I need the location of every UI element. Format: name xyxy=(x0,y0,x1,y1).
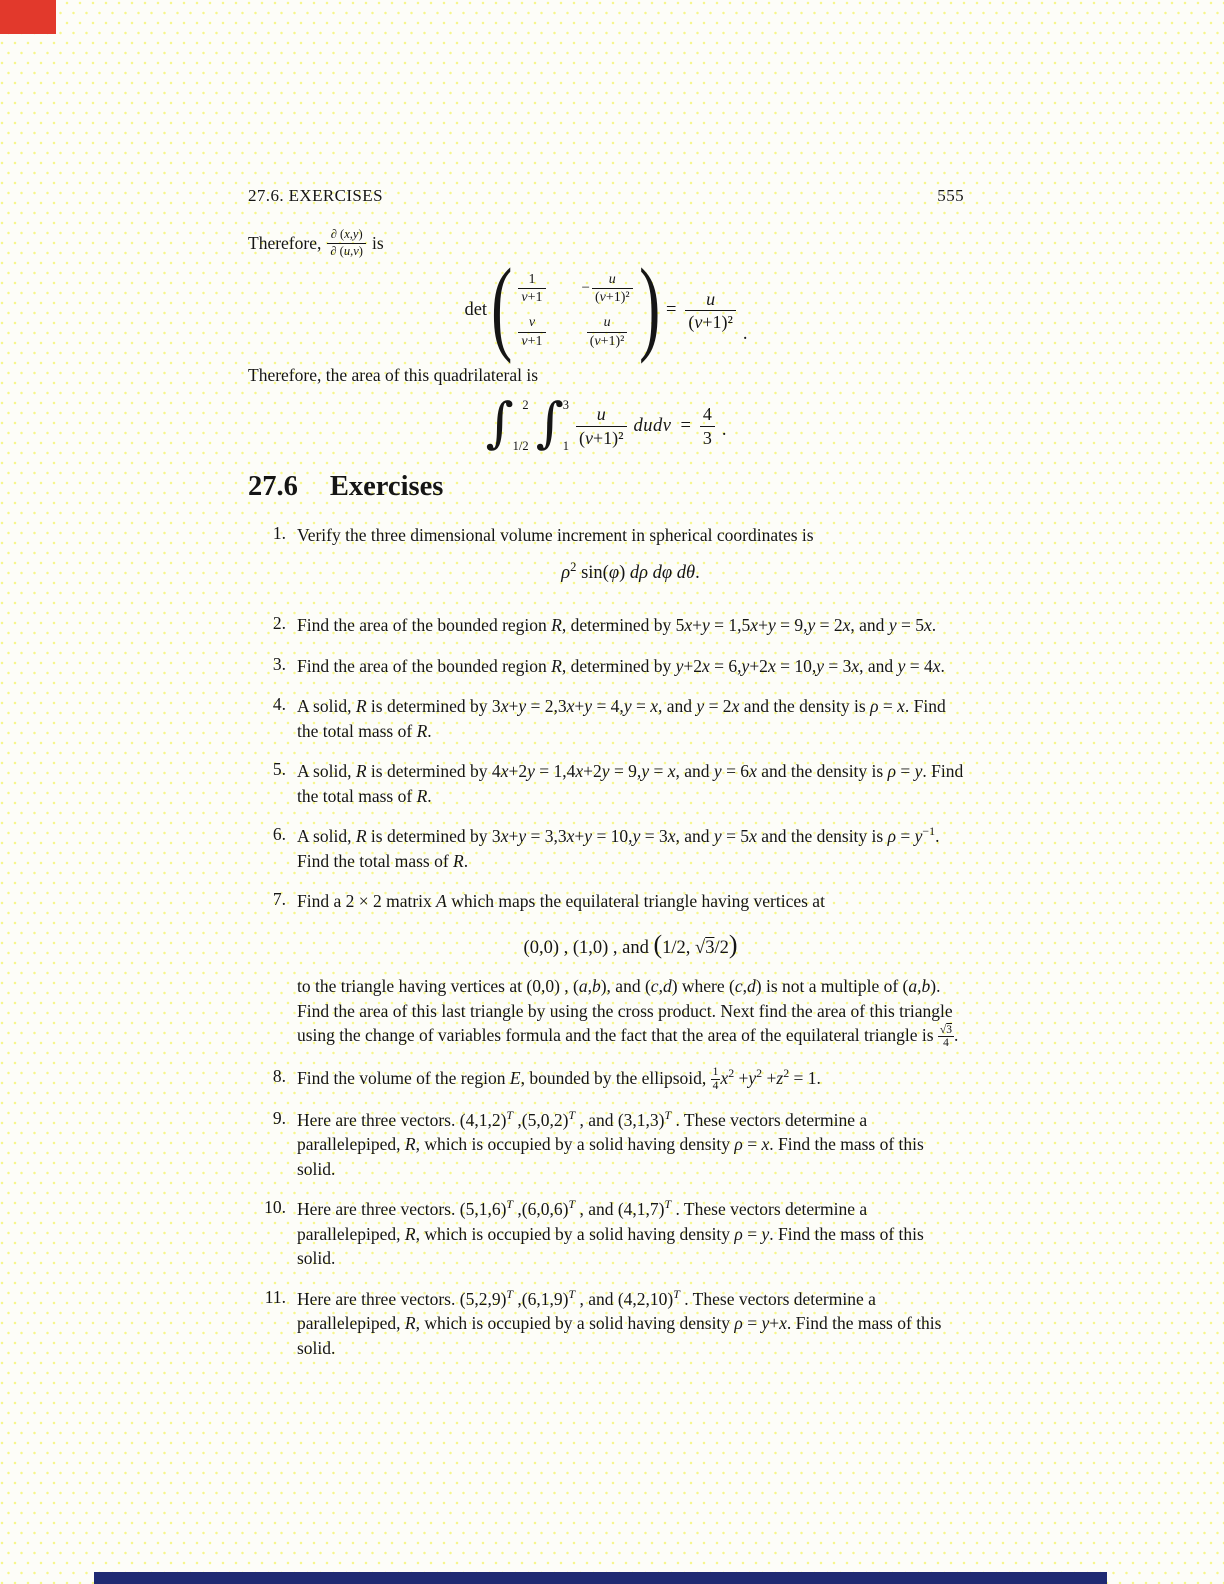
exercise-number: 6. xyxy=(272,824,286,845)
exercise-text xyxy=(297,1287,964,1361)
exercise-item-7 xyxy=(248,889,964,1049)
exercise-paragraph: Find the area of the bounded region R, determined by 5x+y = 1,5x+y = 9,y = 2x, and y = 5x. xyxy=(297,615,937,636)
page-header xyxy=(248,186,964,206)
exercise-paragraph: Here are three vectors. $(5,2,9)^T$ $,(6,1,9)^T$ , and $(4,2,10)^T$ . These vectors determine a parallelepiped, R, which is occupied by a solid having density ρ = y+x. Find the mass of this solid. xyxy=(297,1287,942,1358)
equals-sign: = xyxy=(665,300,677,320)
exercise-text xyxy=(297,1108,964,1182)
exercise-paragraph: Verify the three dimensional volume increment in spherical coordinates is xyxy=(297,525,814,545)
section-heading xyxy=(248,471,964,503)
exercise-paragraph: Find a 2 × 2 matrix A which maps the equilateral triangle having vertices at xyxy=(297,891,825,912)
exercise-paragraph: Here are three vectors. $(4,1,2)^T$ $,(5,0,2)^T$ , and $(3,1,3)^T$ . These vectors determine a parallelepiped, R, which is occupied by a solid having density ρ = x. Find the mass of this solid. xyxy=(297,1108,924,1179)
integral-outer xyxy=(485,391,529,455)
integrand-fraction: $\frac{u}{\text{(v+1)²}}$ xyxy=(576,404,627,447)
exercise-formula: (0,0) , (1,0) , and (1/2, √3/2) xyxy=(523,929,738,959)
equals-sign: = xyxy=(680,415,691,436)
matrix-entry-22: $\frac{u}{\text{(v+1)²}}$ xyxy=(587,315,628,349)
matrix-entry-12: − $\frac{u}{\text{(v+1)²}}$ xyxy=(582,272,633,306)
matrix-entry-21: $\frac{v}{v+1}$ xyxy=(518,315,545,349)
integral-icon: ∫ xyxy=(535,391,564,454)
exercise-number: 8. xyxy=(272,1065,286,1086)
running-header: 27.6. EXERCISES xyxy=(248,186,383,205)
exercise-number: 5. xyxy=(272,759,286,780)
left-paren: ( xyxy=(491,246,513,364)
exercise-number: 4. xyxy=(272,694,286,715)
exercise-text xyxy=(297,1197,964,1271)
exercise-item-8 xyxy=(248,1066,964,1092)
exercise-item-6 xyxy=(248,824,964,873)
exercise-item-4 xyxy=(248,694,964,743)
minus-sign: − xyxy=(581,280,590,297)
exercise-number: 11. xyxy=(264,1286,286,1307)
integral-lower-limit: 1 xyxy=(562,439,569,453)
exercise-text xyxy=(297,759,964,808)
exercise-text xyxy=(297,654,964,679)
equation-integral xyxy=(248,391,964,455)
exercise-number: 9. xyxy=(272,1107,286,1128)
exercise-text xyxy=(297,523,964,597)
matrix-2x2 xyxy=(516,272,634,350)
section-number: 27.6 xyxy=(248,471,298,502)
exercise-paragraph: Find the volume of the region E, bounded by the ellipsoid, $\frac{1}{4}$ $x^2 +y^2 +z^2 = 1$. xyxy=(297,1065,821,1092)
page-content xyxy=(248,186,964,1376)
exercise-list xyxy=(248,523,964,1360)
integral-lower-limit: 1/2 xyxy=(512,439,529,453)
paragraph-jacobian xyxy=(248,228,964,259)
jacobian-post-text: is xyxy=(371,233,384,253)
exercise-number: 1. xyxy=(272,523,286,543)
exercise-number: 3. xyxy=(272,653,286,674)
exercise-paragraph: A solid, R is determined by 3x+y = 3,3x+y = 10,y = 3x, and y = 5x and the density is $\rho = y^{-1}$. Find the total mass of R. xyxy=(297,824,940,871)
exercise-number: 2. xyxy=(272,613,286,634)
det-label: det xyxy=(464,300,488,320)
matrix-entry-11: $\frac{1}{v+1}$ xyxy=(518,272,545,306)
integral-rhs-fraction: $\frac{4}{3}$ xyxy=(700,404,715,447)
jacobian-fraction xyxy=(327,228,366,259)
jacobian-numerator: ∂ (x,y) xyxy=(330,227,363,241)
section-title: Exercises xyxy=(329,471,444,502)
exercise-paragraph: A solid, R is determined by 4x+2y = 1,4x+2y = 9,y = x, and y = 6x and the density is ρ = y. Find the total mass of R. xyxy=(297,761,964,806)
differentials: dudv xyxy=(633,415,672,436)
exercise-number: 7. xyxy=(272,889,286,910)
jacobian-denominator: ∂ (u,v) xyxy=(327,243,366,259)
integral-upper-limit: 3 xyxy=(562,398,569,412)
exercise-paragraph: Find the area of the bounded region R, determined by y+2x = 6,y+2x = 10,y = 3x, and y = 4x. xyxy=(297,655,945,676)
jacobian-pre-text: Therefore, xyxy=(248,233,322,253)
right-paren: ) xyxy=(638,246,660,364)
integral-upper-limit: 2 xyxy=(522,398,529,412)
exercise-text xyxy=(297,824,964,873)
exercise-item-9 xyxy=(248,1108,964,1182)
exercise-item-1 xyxy=(248,523,964,597)
exercise-text xyxy=(297,694,964,743)
det-rhs-fraction: $\frac{u}{\text{(v+1)²}}$ xyxy=(685,289,736,332)
integral-inner xyxy=(535,391,569,455)
exercise-paragraph: A solid, R is determined by 3x+y = 2,3x+y = 4,y = x, and y = 2x and the density is ρ = x. Find the total mass of R. xyxy=(297,696,946,741)
exercise-formula: $\rho^2$ sin(φ) dρ dφ dθ. xyxy=(561,559,700,583)
equation-period: . xyxy=(721,420,727,440)
integral-icon: ∫ xyxy=(485,391,514,454)
equation-period: . xyxy=(742,323,748,344)
exercise-item-5 xyxy=(248,759,964,808)
exercise-text xyxy=(297,1066,964,1092)
exercise-paragraph: to the triangle having vertices at (0,0) , (a,b), and (c,d) where (c,d) is not a multiple of (a,b). Find the area of this last triangle by using the cross product. Next find the area of this triangle using the change of variables formula and the fact that the area of the equilateral triangle is $\frac{√3}{4}$ . xyxy=(297,976,959,1050)
exercise-item-2 xyxy=(248,613,964,638)
exercise-number: 10. xyxy=(264,1197,286,1218)
paragraph-area: Therefore, the area of this quadrilateral is xyxy=(248,364,539,385)
exercise-text xyxy=(297,613,964,638)
page-number: 555 xyxy=(937,186,964,205)
exercise-item-11 xyxy=(248,1287,964,1361)
exercise-text xyxy=(297,889,964,1049)
exercise-paragraph: Here are three vectors. $(5,1,6)^T$ $,(6,0,6)^T$ , and $(4,1,7)^T$ . These vectors determine a parallelepiped, R, which is occupied by a solid having density ρ = y. Find the mass of this solid. xyxy=(297,1197,924,1269)
exercise-item-3 xyxy=(248,654,964,679)
scan-artifact-top-left xyxy=(0,0,56,34)
exercise-item-10 xyxy=(248,1197,964,1271)
scan-artifact-bottom-bar xyxy=(94,1572,1107,1584)
